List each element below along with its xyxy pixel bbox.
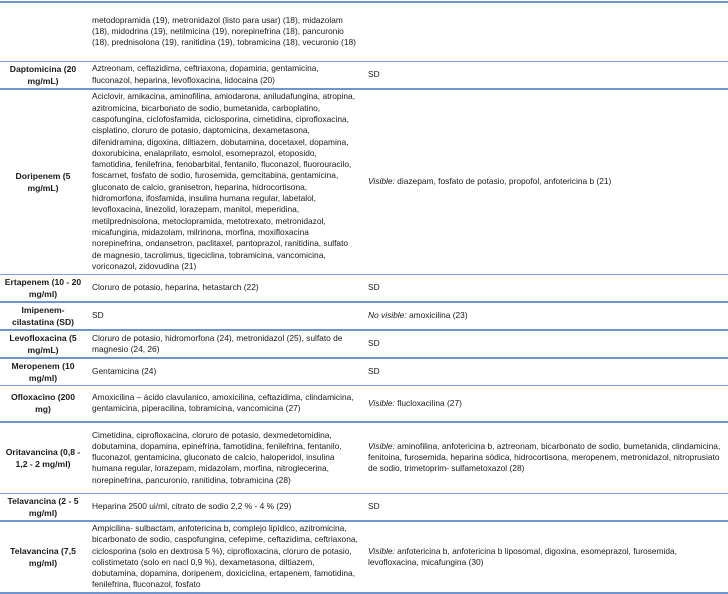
drug-cell: Oritavancina (0,8 - 1,2 - 2 mg/ml) [0,422,86,494]
incompatible-text: flucloxacilina (27) [394,397,462,408]
compatible-cell: Gentamicina (24) [86,358,362,386]
incompatible-text: SD [368,501,380,512]
drug-cell: Doripenem (5 mg/mL) [0,89,86,275]
incompatible-cell [362,3,728,61]
incompatible-prefix: Visible: [368,545,395,556]
incompatible-cell [362,61,728,89]
incompatible-text: SD [368,338,380,349]
compatible-cell: Heparina 2500 ui/ml, citrato de sodio 2,2 % - 4 % (29) [86,494,362,522]
table-row [0,330,728,358]
incompatible-cell [362,494,728,522]
table-row [0,494,728,522]
table-row [0,422,728,494]
compatible-cell: Ampicilina- sulbactam, anfotericina b, complejo lipídico, azitromicina, bicarbonato de sodio, caspofungina, cefepime, ceftazidima, ceftriaxona, ciclosporina (solo en dextrosa 5 %), ciprofloxacina, cloruro de potasio, colistimetato (solo en nacl 0,9 %), dexametasona, diltiazem, dobutamina, dopamina, doripenem, doxiciclina, ertapenem, famotidina, fenilefrina, fluconazol, fosfato [86,521,362,593]
drug-cell: Levofloxacina (5 mg/mL) [0,330,86,358]
drug-cell: Ertapenem (10 - 20 mg/ml) [0,275,86,303]
incompatible-cell [362,89,728,275]
compatible-cell: Aciclovir, amikacina, aminofilina, amiodarona, aniludafungina, atropina, azitromicina, bicarbonato de sodio, bumetanida, carboplatino, caspofungina, ciclofosfamida, ciclosporina, cimetidina, ciprofloxacina, cisplatino, cloruro de potasio, daptomicina, dexametasona, difenidramina, digoxina, diltiazem, dobutamina, docetaxel, dopamina, doxorubicina, enalaprilato, esmolol, esomeprazol, etoposido, famotidina, fenilefrina, fenobarbital, fentanilo, fluconazol, fluorouracilo, foscarnet, fosfato de sodio, furosemida, gemcitabina, gentamicina, gluconato de calcio, granisetron, heparina, hidrocortisona, hidromorfona, ifosfamida, insulina humana regular, labetalol, levofloxacina, linezolid, lorazepam, manitol, meperidina, metilprednisolona, metoclopramida, metotrexato, metronidazol, micafungina, midazolam, milrinona, morfina, moxifloxacina norepinefrina, ondansetron, paclitaxel, pantoprazol, ranitidina, sulfato de magnesio, tacrolimus, tigeciclina, tobramicina, vancomicina, voriconazol, zidovudina (21) [86,89,362,275]
drug-cell [0,3,86,61]
incompatible-prefix: Visible: [368,397,395,408]
incompatible-cell [362,386,728,422]
incompatible-text: SD [368,282,380,293]
incompatible-prefix: Visible: [368,176,395,187]
incompatible-text: SD [368,68,380,79]
incompatible-text: diazepam, fosfato de potasio, propofol, anfotericina b (21) [394,176,612,187]
compatible-cell: metodopramida (19), metronidazol (listo para usar) (18), midazolam (18), midodrina (19), netilmicina (19), norepinefrina (18), pancuronio (18), prednisolona (19), ranitidina (19), tobramicina (18), vecuronio (18) [92,14,356,48]
incompatible-cell [362,521,728,593]
drug-cell: Telavancina (7,5 mg/ml) [0,521,86,593]
table-row [0,89,728,275]
incompatible-cell [362,330,728,358]
compatibility-table [0,3,728,594]
incompatible-text: amoxicilina (23) [406,310,468,321]
compatible-cell: Cloruro de potasio, hidromorfona (24), metronidazol (25), sulfato de magnesio (24, 26) [86,330,362,358]
compatible-cell: Amoxicilina – ácido clavulanico, amoxicilina, ceftazidima, clindamicina, gentamicina, piperacilina, tobramicina, vancomicina (27) [86,386,362,422]
incompatible-cell [362,275,728,303]
table-row [0,302,728,330]
incompatible-cell [362,422,728,494]
incompatible-cell [362,302,728,330]
drug-cell: Imipenem-cilastatina (SD) [0,302,86,330]
drug-cell: Daptomicina (20 mg/mL) [0,61,86,89]
compatible-cell: Cloruro de potasio, heparina, hetastarch (22) [86,275,362,303]
table-row [0,61,728,89]
compatible-cell: SD [86,302,362,330]
incompatible-prefix: Visible: [368,440,395,451]
compatible-cell: Cimetidina, ciprofloxacina, cloruro de potasio, dexmedetomidina, dobutamina, dopamina, epinefrina, famotidina, fenilefrina, fentanilo, fluconazol, gentamicina, gluconato de calcio, haloperidol, insulina humana regular, lorazepam, midazolam, morfina, nitroglecerina, norepinefrina, pancuronio, ranitidina, tobramicina (28) [86,422,362,494]
incompatible-text: anfotericina b, anfotericina b liposomal, digoxina, esomeprazol, furosemida, levofloxacina, micafungina (30) [368,545,677,567]
incompatible-text: SD [368,366,380,377]
table-row [0,521,728,593]
drug-cell: Telavancina (2 - 5 mg/ml) [0,494,86,522]
table-row [0,386,728,422]
table-row [0,275,728,303]
incompatible-prefix: No visible: [368,310,407,321]
drug-cell: Ofloxacino (200 mg) [0,386,86,422]
incompatible-text: aminofilina, anfotericina b, aztreonam, bicarbonato de sodio, bumetanida, clindamicina, fenitoina, furosemida, heparina sódica, hidrocortisona, meropenem, metronidazol, nitroprusiato de sodio, trimetoprim- sulfametoxazol (28) [368,440,721,474]
drug-cell: Meropenem (10 mg/ml) [0,358,86,386]
incompatible-cell [362,358,728,386]
table-row [0,358,728,386]
table-row [0,3,728,61]
compatible-cell: Aztreonam, ceftazidima, ceftriaxona, dopamina, gentamicina, fluconazol, heparina, levofloxacina, lidocaina (20) [86,61,362,89]
